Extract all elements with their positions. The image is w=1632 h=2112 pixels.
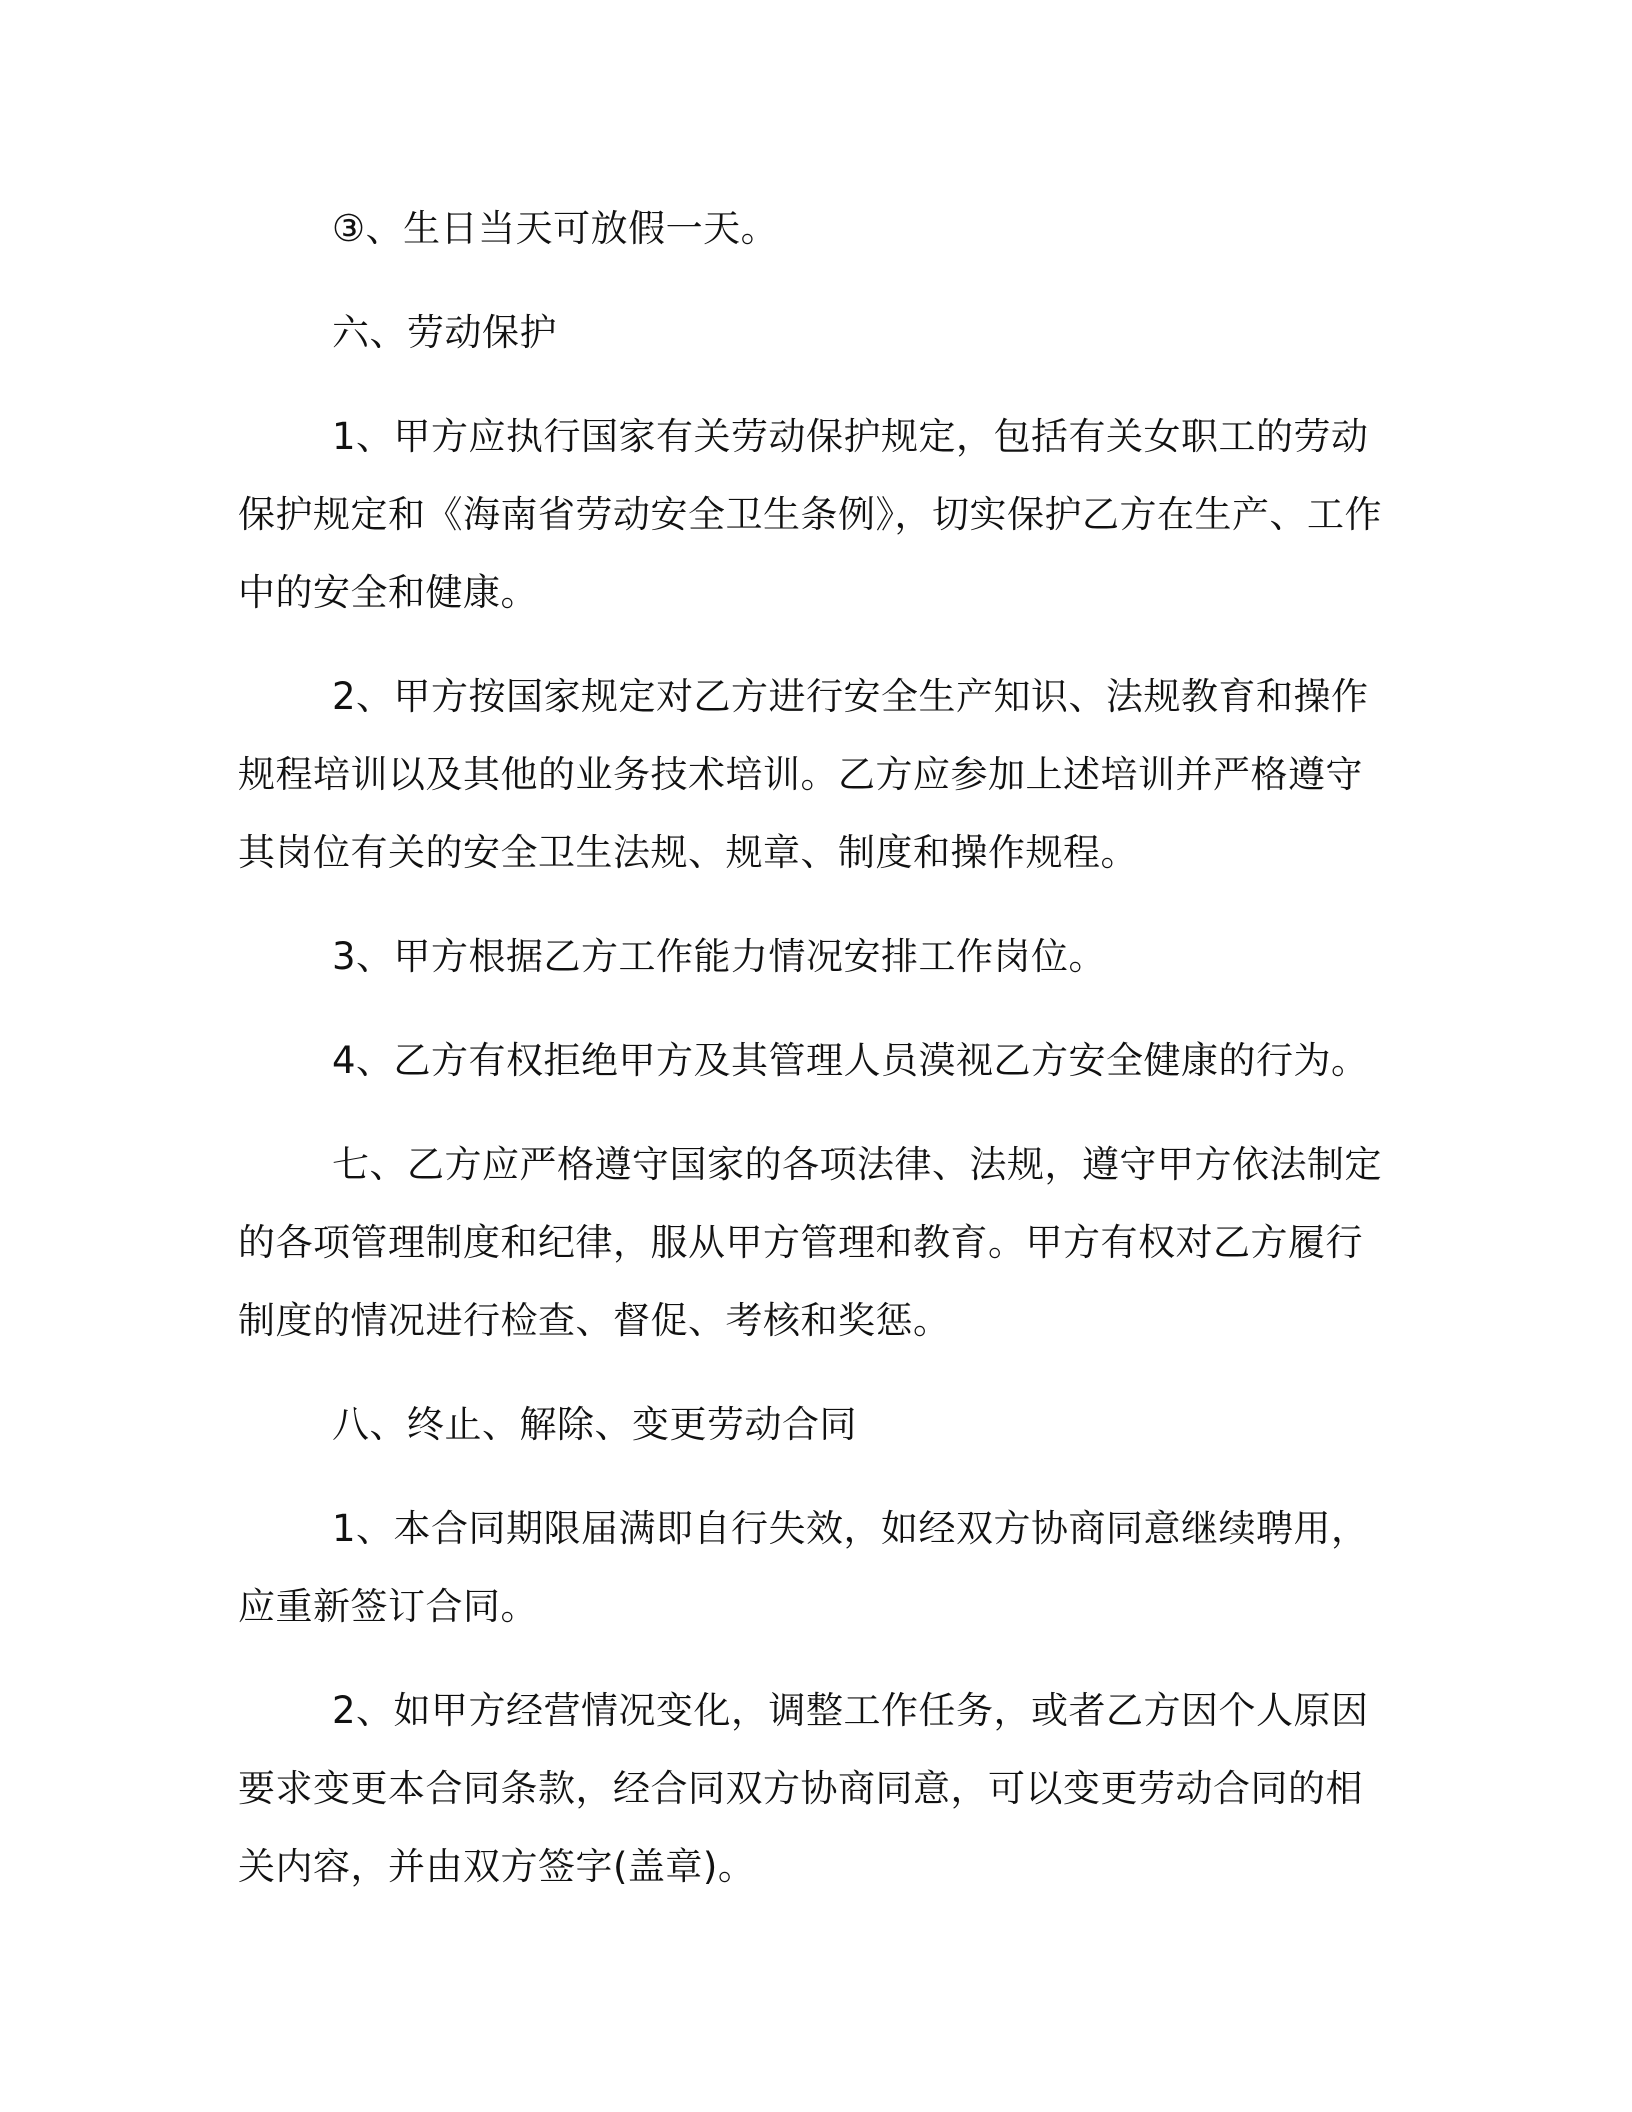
paragraph-gap: [238, 1360, 1388, 1386]
paragraph-gap: [238, 372, 1388, 398]
paragraph-birthday-leave: ③、生日当天可放假一天。: [332, 207, 779, 250]
section-heading-termination: 八、终止、解除、变更劳动合同: [332, 1403, 857, 1446]
paragraph-gap: [238, 268, 1388, 294]
paragraph-protection-4: 4、乙方有权拒绝甲方及其管理人员漠视乙方安全健康的行为。: [332, 1039, 1369, 1082]
paragraph-gap: [238, 996, 1388, 1022]
paragraph-termination-2: 2、如甲方经营情况变化，调整工作任务，或者乙方因个人原因要求变更本合同条款，经合同双方协商同意，可以变更劳动合同的相关内容，并由双方签字(盖章)。: [238, 1689, 1369, 1888]
paragraph-gap: [238, 1464, 1388, 1490]
paragraph-gap: [238, 892, 1388, 918]
section-7-rules: 七、乙方应严格遵守国家的各项法律、法规，遵守甲方依法制定的各项管理制度和纪律，服从甲方管理和教育。甲方有权对乙方履行制度的情况进行检查、督促、考核和奖惩。: [238, 1143, 1382, 1342]
section-heading-labor-protection: 六、劳动保护: [332, 311, 557, 354]
paragraph-protection-2: 2、甲方按国家规定对乙方进行安全生产知识、法规教育和操作规程培训以及其他的业务技术培训。乙方应参加上述培训并严格遵守其岗位有关的安全卫生法规、规章、制度和操作规程。: [238, 675, 1369, 874]
paragraph-gap: [238, 632, 1388, 658]
paragraph-protection-3: 3、甲方根据乙方工作能力情况安排工作岗位。: [332, 935, 1107, 978]
paragraph-gap: [238, 1646, 1388, 1672]
paragraph-gap: [238, 1100, 1388, 1126]
paragraph-termination-1: 1、本合同期限届满即自行失效，如经双方协商同意继续聘用，应重新签订合同。: [238, 1507, 1369, 1628]
document-body: [238, 190, 1388, 1906]
paragraph-protection-1: 1、甲方应执行国家有关劳动保护规定，包括有关女职工的劳动保护规定和《海南省劳动安全卫生条例》，切实保护乙方在生产、工作中的安全和健康。: [238, 415, 1382, 614]
